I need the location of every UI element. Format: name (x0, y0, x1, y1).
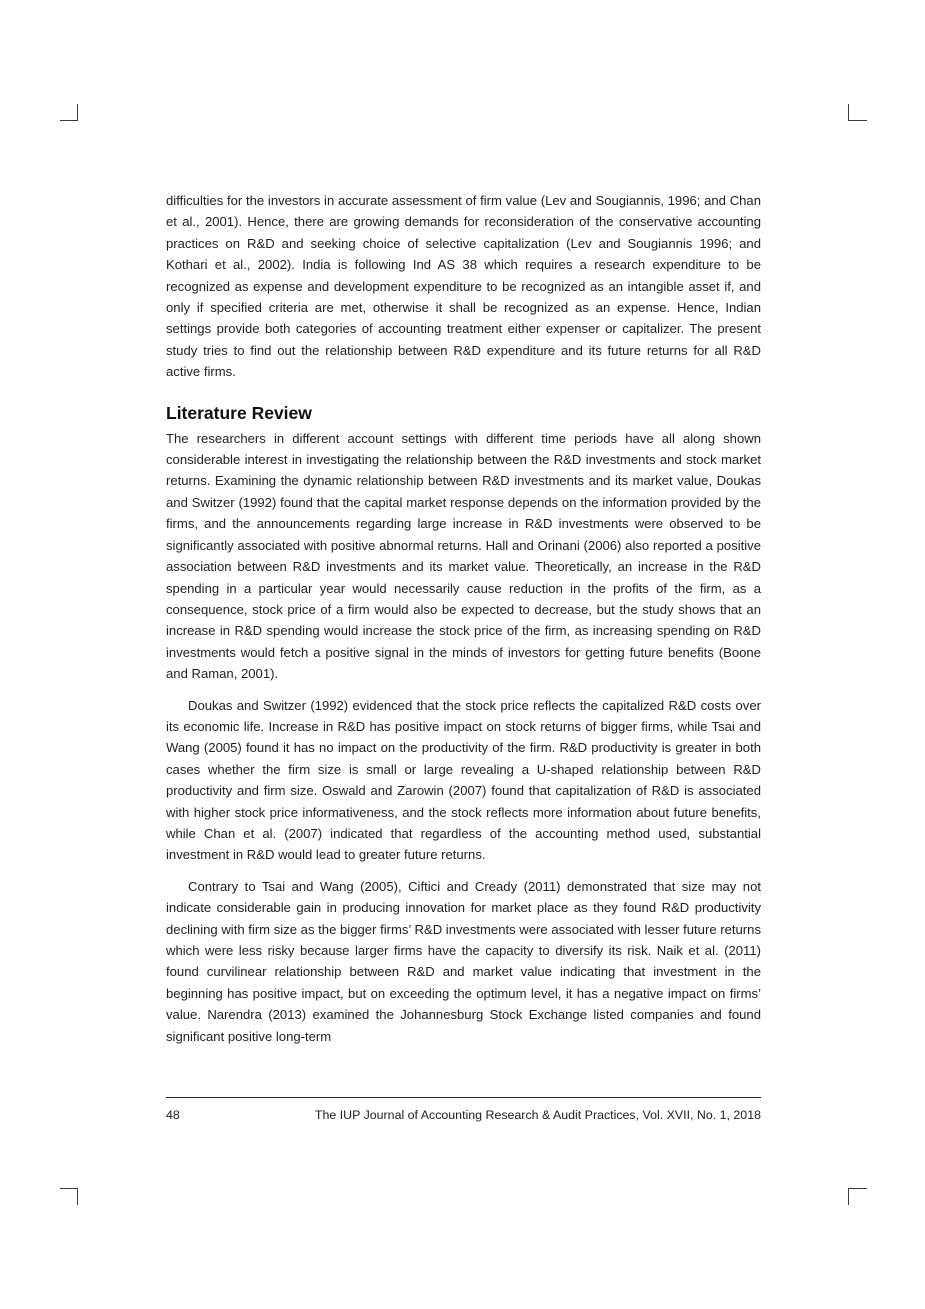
paragraph-literature-2: Doukas and Switzer (1992) evidenced that the stock price reflects the capitalized R&D costs over its economic life. Increase in R&D has positive impact on stock returns of bigger firms, while Tsai and Wang (2005) found it has no impact on the productivity of the firm. R&D productivity is greater in both cases whether the firm size is small or large revealing a U-shaped relationship between R&D productivity and firm size. Oswald and Zarowin (2007) found that capitalization of R&D is associated with higher stock price informativeness, and the stock reflects more information about future benefits, while Chan et al. (2007) indicated that regardless of the accounting method used, substantial investment in R&D would lead to greater future returns. (166, 697, 761, 863)
crop-mark-bottom-left-h (60, 1188, 78, 1189)
crop-mark-top-left-h (60, 120, 78, 121)
journal-citation: The IUP Journal of Accounting Research & Audit Practices, Vol. XVII, No. 1, 2018 (314, 1108, 761, 1122)
paragraph-intro-continuation: difficulties for the investors in accurate assessment of firm value (Lev and Sougiannis, 1996; and Chan et al., 2001). Hence, there are growing demands for reconsideration of the conservative accounting practices on R&D and seeking choice of selective capitalization (Lev and Sougiannis 1996; and Kothari et al., 2002). India is following Ind AS 38 which requires a research expenditure to be recognized as expense and development expenditure to be recognized as an intangible asset if, and only if specified criteria are met, otherwise it shall be recognized as an expense. Hence, Indian settings provide both categories of accounting treatment either expenser or capitalizer. The present study tries to find out the relationship between R&D expenditure and its future returns for all R&D active firms. (166, 193, 761, 380)
section-heading-literature-review: Literature Review (166, 402, 312, 423)
paragraph-literature-3: Contrary to Tsai and Wang (2005), Ciftici and Cready (2011) demonstrated that size may not indicate considerable gain in producing innovation for market place as they found R&D productivity declining with firm size as the bigger firms’ R&D investments were associated with lesser future returns which were less risky because larger firms have the capacity to diversify its risk. Naik et al. (2011) found curvilinear relationship between R&D and market value indicating that investment in the beginning has positive impact, but on exceeding the optimum level, it has a negative impact on firms’ value. Narendra (2013) examined the Johannesburg Stock Exchange listed companies and found significant positive long-term (166, 878, 761, 1044)
crop-mark-bottom-right-h (848, 1188, 867, 1189)
paragraph-literature-1: The researchers in different account settings with different time periods have all along shown considerable interest in investigating the relationship between the R&D investments and stock market returns. Examining the dynamic relationship between R&D investments and its market value, Doukas and Switzer (1992) found that the capital market response depends on the information provided by the firms, and the announcements regarding large increase in R&D investments were observed to be significantly associated with positive abnormal returns. Hall and Orinani (2006) also reported a positive association between R&D investments and its market value. Theoretically, an increase in the R&D spending in a particular year would necessarily cause reduction in the profits of the firm, as a consequence, stock price of a firm would also be expected to decrease, but the study shows that an increase in R&D spending would increase the stock price of the firm, as increasing spending on R&D investments would fetch a positive signal in the minds of investors for getting future benefits (Boone and Raman, 2001). (166, 430, 761, 682)
crop-mark-bottom-right-v (848, 1188, 849, 1205)
footer-rule (166, 1097, 761, 1098)
crop-mark-top-left-v (77, 104, 78, 121)
crop-mark-bottom-left-v (77, 1188, 78, 1205)
crop-mark-top-right-h (848, 120, 867, 121)
page-body (166, 190, 761, 1047)
page-number: 48 (166, 1108, 180, 1122)
crop-mark-top-right-v (848, 104, 849, 121)
